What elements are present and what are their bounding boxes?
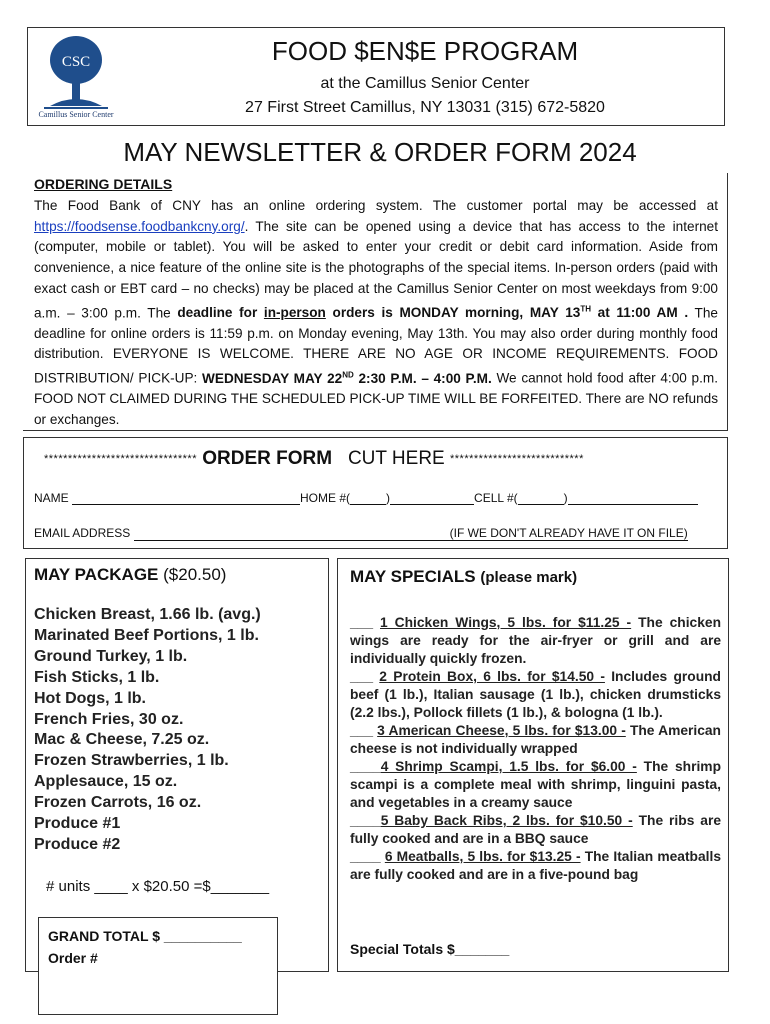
program-title: FOOD $EN$E PROGRAM [271, 36, 579, 66]
special-item[interactable]: ___ 1 Chicken Wings, 5 lbs. for $11.25 - The chicken wings are ready for the air-fryer or grill and are individually quickly frozen. [350, 615, 722, 666]
home-area-code-field[interactable] [350, 492, 386, 505]
package-item: Frozen Carrots, 16 oz. [34, 794, 202, 812]
newsletter-title: MAY NEWSLETTER & ORDER FORM 2024 [123, 137, 637, 167]
order-form-label: ORDER FORM [202, 448, 333, 469]
cell-area-code-field[interactable] [518, 492, 564, 505]
special-item[interactable]: ___ 2 Protein Box, 6 lbs. for $14.50 - Includes ground beef (1 lb.), Italian sausage (1 lb.), chicken drumsticks (2.2 lbs.), Pollock fillets (1 lb.), & bologna (1 lb.). [350, 669, 721, 720]
package-item: Applesauce, 15 oz. [34, 773, 178, 791]
package-item: Mac & Cheese, 7.25 oz. [34, 731, 210, 749]
email-row: EMAIL ADDRESS (IF WE DON'T ALREADY HAVE IT ON FILE) [34, 526, 688, 540]
cell-phone-field[interactable] [568, 492, 698, 505]
package-title: MAY PACKAGE ($20.50) [34, 565, 227, 584]
contact-fields-row: NAME HOME #( ) CELL #( ) [34, 491, 698, 505]
package-item: Chicken Breast, 1.66 lb. (avg.) [34, 606, 261, 623]
email-field[interactable] [134, 528, 450, 541]
ordering-details-heading: ORDERING DETAILS [34, 176, 173, 192]
name-field[interactable] [72, 492, 300, 505]
package-item: Produce #1 [34, 815, 121, 833]
center-address: 27 First Street Camillus, NY 13031 (315) 672-5820 [245, 99, 605, 116]
ordering-details-text: The Food Bank of CNY has an online ordering system. The customer portal may be accessed at https://foodsense.foodbankcny.org/. The site can be opened using a device that has access to the internet (computer, mobile or tablet). You will be asked to enter your credit or debit card information. Aside from convenience, a nice feature of the online site is the photographs of the special items. In-person orders (paid with exact cash or EBT card – no checks) may be placed at the Camillus Senior Center on most weekdays from 9:00 a.m. – 3:00 p.m. The deadline for in-person orders is MONDAY morning, MAY 13TH at 11:00 AM . The deadline for online orders is 11:59 p.m. on Monday evening, May 13th. You may also order during monthly food distribution. EVERYONE IS WELCOME. THERE ARE NO AGE OR INCOME REQUIREMENTS. FOOD DISTRIBUTION/ PICK-UP: WEDNESDAY MAY 22ND 2:30 P.M. – 4:00 P.M. We cannot hold food after 4:00 p.m. FOOD NOT CLAIMED DURING THE SCHEDULED PICK-UP TIME WILL BE FORFEITED. There are NO refunds or exchanges. [34, 198, 718, 428]
package-item: Marinated Beef Portions, 1 lb. [34, 626, 259, 644]
special-item[interactable]: ____5 Baby Back Ribs, 2 lbs. for $10.50 - The ribs are fully cooked and are in a BBQ sauce [350, 813, 721, 846]
grand-total-fields[interactable] [48, 925, 242, 969]
special-item[interactable]: ____4 Shrimp Scampi, 1.5 lbs. for $6.00 - The shrimp scampi is a complete meal with shrimp, linguini pasta, and vegetables in a creamy sauce [350, 759, 721, 810]
special-item[interactable]: ____ 6 Meatballs, 5 lbs. for $13.25 - The Italian meatballs are fully cooked and are in a five-pound bag [350, 849, 721, 882]
specials-title: MAY SPECIALS (please mark) [350, 567, 578, 586]
grand-total-field[interactable]: GRAND TOTAL $ __________ [48, 928, 242, 944]
cut-here-label: CUT HERE [347, 448, 445, 469]
units-calculation-field[interactable]: # units ____ x $20.50 =$_______ [46, 878, 270, 895]
logo-caption: Camillus Senior Center [38, 110, 114, 119]
package-item: Ground Turkey, 1 lb. [34, 647, 188, 665]
logo-letters: CSC [61, 54, 91, 70]
home-phone-field[interactable] [390, 492, 474, 505]
package-item: French Fries, 30 oz. [34, 710, 184, 728]
special-totals-field[interactable]: Special Totals $_______ [350, 941, 510, 957]
package-item: Produce #2 [34, 835, 121, 853]
package-item: Hot Dogs, 1 lb. [34, 689, 146, 707]
package-items [34, 605, 261, 856]
tree-logo-icon [36, 34, 116, 122]
special-item[interactable]: ___ 3 American Cheese, 5 lbs. for $13.00 - The American cheese is not individually wrapped [350, 723, 721, 756]
email-note: (IF WE DON'T ALREADY HAVE IT ON FILE) [449, 526, 688, 540]
cut-here-line: ******************************** ORDER FORM CUT HERE **************************** [44, 448, 584, 469]
order-number-field[interactable]: Order # [48, 950, 98, 966]
specials-list [350, 614, 721, 884]
center-name: at the Camillus Senior Center [320, 75, 530, 92]
food-sense-link[interactable]: https://foodsense.foodbankcny.org/ [34, 218, 245, 234]
package-item: Frozen Strawberries, 1 lb. [34, 752, 229, 770]
package-item: Fish Sticks, 1 lb. [34, 668, 160, 686]
